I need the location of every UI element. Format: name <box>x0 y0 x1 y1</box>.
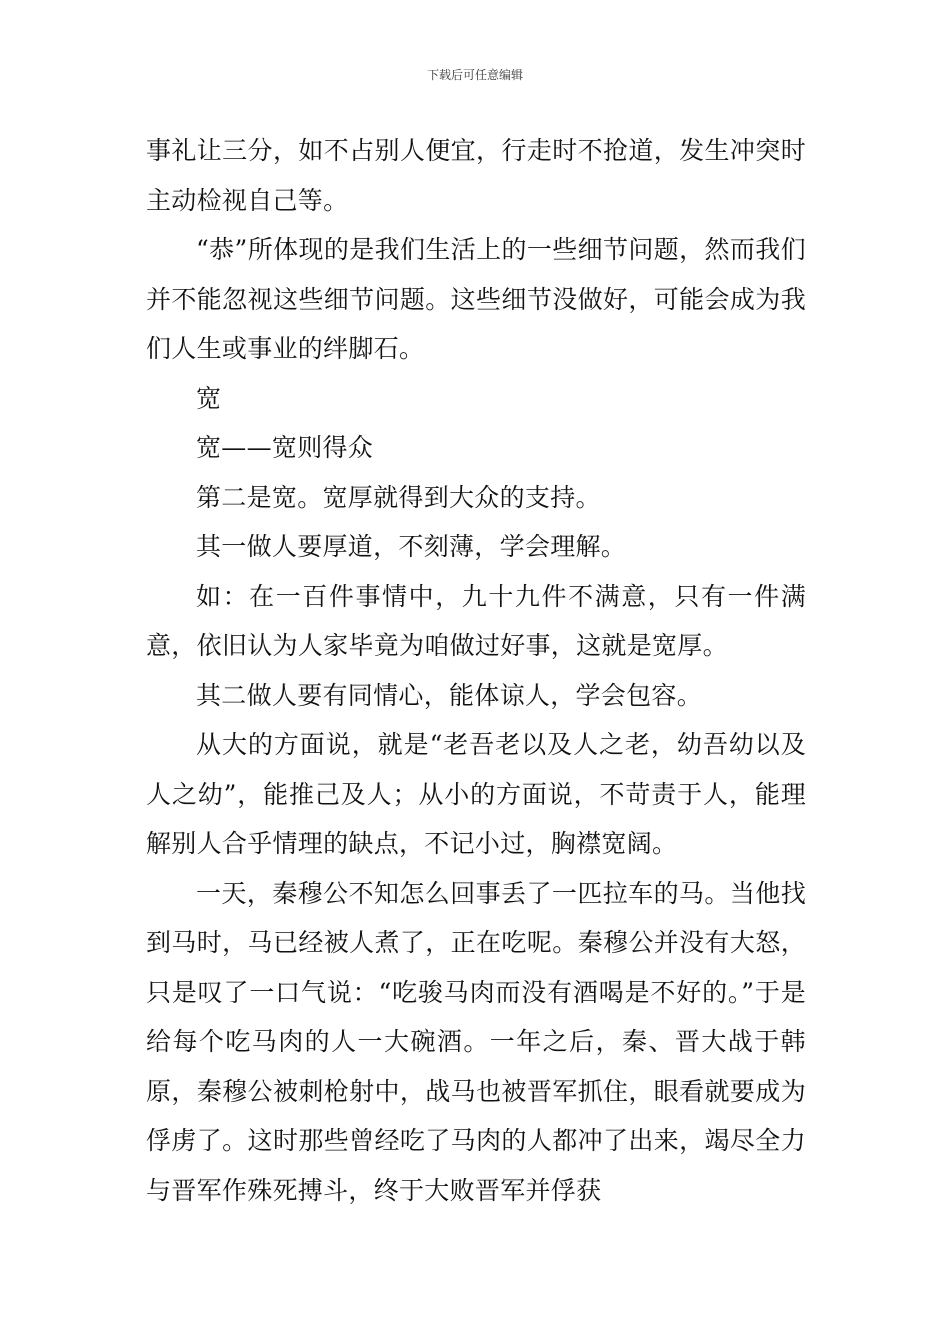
page-header: 下载后可任意编辑 <box>426 68 523 82</box>
section-heading-kuan: 宽 <box>196 383 222 413</box>
paragraph-continuation: 事礼让三分，如不占别人便宜，行走时不抢道，发生冲突时主动检视自己等。 <box>146 136 806 215</box>
paragraph-explanation: 从大的方面说，就是“老吾老以及人之老，幼吾幼以及人之幼”，能推己及人；从小的方面说，不苛责于人，能理解别人合乎情理的缺点，不记小过，胸襟宽阔。 <box>146 730 806 858</box>
paragraph-point-two: 其二做人要有同情心，能体谅人，学会包容。 <box>196 680 703 710</box>
document-body <box>146 126 806 1215</box>
paragraph-gong-summary: “恭”所体现的是我们生活上的一些细节问题，然而我们并不能忽视这些细节问题。这些细节没做好，可能会成为我们人生或事业的绊脚石。 <box>146 235 806 363</box>
paragraph-example: 如：在一百件事情中，九十九件不满意，只有一件满意，依旧认为人家毕竟为咱做过好事，这就是宽厚。 <box>146 581 806 660</box>
paragraph-kuan-intro: 第二是宽。宽厚就得到大众的支持。 <box>196 482 601 512</box>
paragraph-point-one: 其一做人要厚道，不刻薄，学会理解。 <box>196 532 627 561</box>
section-subheading: 宽——宽则得众 <box>196 433 374 462</box>
paragraph-story: 一天，秦穆公不知怎么回事丢了一匹拉车的马。当他找到马时，马已经被人煮了，正在吃呢。秦穆公并没有大怒，只是叹了一口气说：“吃骏马肉而没有酒喝是不好的。”于是给每个吃马肉的人一大碗酒。一年之后，秦、晋大战于韩原，秦穆公被刺枪射中，战马也被晋军抓住，眼看就要成为俘虏了。这时那些曾经吃了马肉的人都冲了出来，竭尽全力与晋军作殊死搏斗，终于大败晋军并俘获 <box>146 878 806 1205</box>
